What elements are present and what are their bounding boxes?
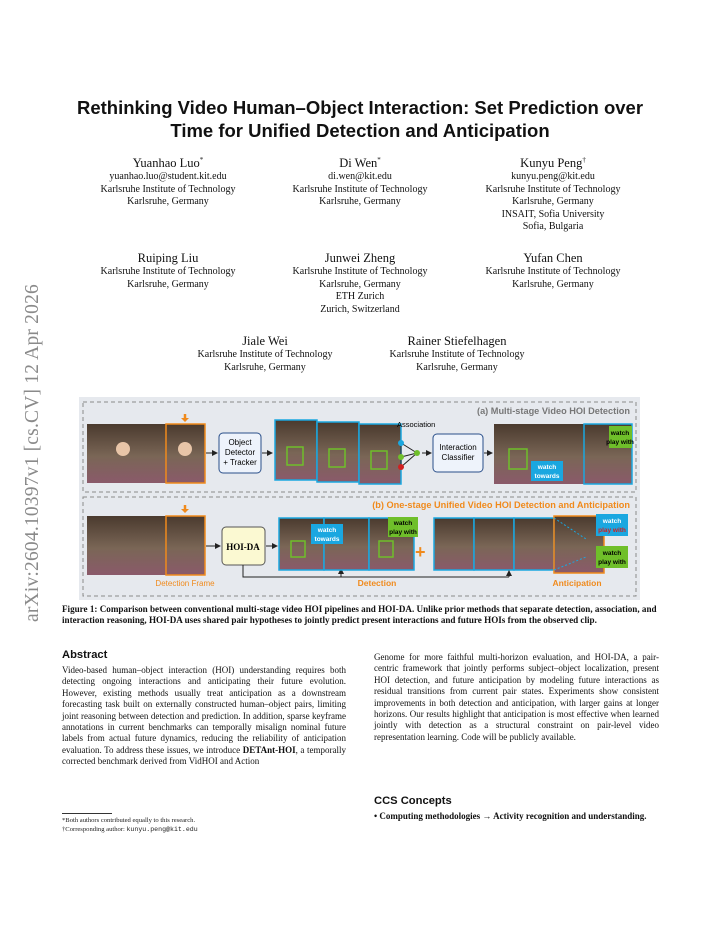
figure-1 <box>79 397 640 600</box>
author-name: Rainer Stiefelhagen <box>407 334 507 348</box>
footnotes <box>62 817 342 834</box>
footnote-rule <box>62 813 112 814</box>
label-towards: towards <box>314 536 340 543</box>
author-affiliation-line: Karlsruhe, Germany <box>319 196 401 208</box>
author-affiliation-line: Karlsruhe, Germany <box>319 278 401 290</box>
author-name: Di Wen* <box>339 156 381 171</box>
detector-label-2: Detector <box>224 448 256 457</box>
author-name: Jiale Wei <box>242 334 288 348</box>
anticipation-frames-b <box>434 516 604 573</box>
author-jiale-wei <box>170 333 360 374</box>
paper-title: Rethinking Video Human–Object Interaction: Set Prediction over Time for Unified Detection and Anticipation <box>76 97 644 141</box>
author-affiliation-line: Karlsruhe Institute of Technology <box>197 349 333 360</box>
footnote-corresponding: †Corresponding author: kunyu.peng@kit.edu <box>62 825 198 833</box>
author-junwei-zheng <box>265 250 455 316</box>
hoida-label: HOI-DA <box>226 542 260 552</box>
label-watch: watch <box>317 527 337 534</box>
author-name: Junwei Zheng <box>324 251 396 265</box>
panel-a-title: (a) Multi-stage Video HOI Detection <box>477 406 630 416</box>
abstract-left-column <box>62 665 346 768</box>
author-di-wen <box>265 152 455 209</box>
abstract-text: Video-based human–object interaction (HOI) understanding requires both detecting ongoing interactions and anticipating their future evolution. However, existing methods usually treat anticipation as a downstream forecasting task built on externally constructed human–object pairs, limiting joint reasoning between detection and prediction. In addition, sparse keyframe annotations in current benchmarks can temporally misalign nominal future labels from actual future dynamics, reducing the reliability of anticipation evaluation. To address these issues, we introduce <box>62 665 346 755</box>
author-affiliation-line: di.wen@kit.edu <box>328 171 392 183</box>
author-affiliation-line: Karlsruhe Institute of Technology <box>292 266 428 277</box>
footnote-equal-contribution: *Both authors contributed equally to this research. <box>62 817 196 824</box>
detector-label-3: + Tracker <box>223 458 257 467</box>
author-affiliation-line: INSAIT, Sofia University <box>501 208 605 220</box>
figure-caption: Figure 1: Comparison between conventional multi-stage video HOI pipelines and HOI-DA. Unlike prior methods that separate detection, association, and interaction reasoning, HOI-DA uses shared pair hypotheses to jointly predict present interactions and future HOIs from the observed clip. <box>62 604 657 626</box>
author-affiliation-line: Karlsruhe Institute of Technology <box>100 183 236 195</box>
arxiv-stamp <box>18 260 48 645</box>
label-play-with: play with <box>598 527 626 534</box>
detection-frame-label: Detection Frame <box>155 579 215 588</box>
author-rainer-stiefelhagen <box>362 333 552 374</box>
label-play-with: play with <box>598 559 626 566</box>
author-affiliation-line: Karlsruhe, Germany <box>224 361 306 373</box>
abstract-right-column: Genome for more faithful multi-horizon evaluation, and HOI-DA, a pair-centric framework that jointly performs subject–object localization, present HOI detection, and future anticipation by modeling future interactions as residual transitions from current pair states. Experiments show consistent improvements in both detection and anticipation, with larger gains at longer horizons. Our results highlight that anticipation is most effective when learned jointly with detection as a structural constraint on pair-level video representation learning. Code will be publicly available. <box>374 652 659 742</box>
input-frames-b <box>87 505 205 575</box>
author-affiliation-line: Karlsruhe, Germany <box>512 278 594 290</box>
label-watch: watch <box>602 518 622 525</box>
abstract-heading: Abstract <box>62 649 108 661</box>
plus-sign: + <box>415 542 426 562</box>
author-affiliation-line: yuanhao.luo@student.kit.edu <box>109 171 227 183</box>
ccs-concepts: • Computing methodologies → Activity recognition and understanding. <box>374 811 647 821</box>
author-affiliation-line: Sofia, Bulgaria <box>522 221 584 233</box>
tracked-frames-a <box>275 420 401 484</box>
author-affiliation-line: Karlsruhe Institute of Technology <box>485 183 621 195</box>
figure-diagram <box>79 397 640 600</box>
author-affiliation-line: Karlsruhe Institute of Technology <box>292 183 428 195</box>
label-watch: watch <box>393 520 413 527</box>
author-affiliation-line: Karlsruhe Institute of Technology <box>389 349 525 360</box>
author-ruiping-liu <box>73 250 263 291</box>
benchmark-name: DETAnt-HOI <box>242 744 296 755</box>
author-affiliation-line: kunyu.peng@kit.edu <box>511 171 595 183</box>
label-watch: watch <box>602 550 622 557</box>
author-name: Yufan Chen <box>523 251 583 265</box>
anticipation-label: Anticipation <box>552 578 602 588</box>
author-affiliation-line: Karlsruhe, Germany <box>127 196 209 208</box>
detection-label: Detection <box>357 578 397 588</box>
corresponding-email: kunyu.peng@kit.edu <box>126 825 198 833</box>
classifier-label-1: Interaction <box>439 443 477 452</box>
detector-label-1: Object <box>228 438 252 447</box>
association-graph <box>398 440 420 470</box>
author-affiliation-line: Karlsruhe, Germany <box>127 278 209 290</box>
author-name: Kunyu Peng† <box>520 156 586 171</box>
author-affiliation-line: Karlsruhe, Germany <box>416 361 498 373</box>
label-play-with: play with <box>606 439 634 446</box>
panel-b-title: (b) One-stage Unified Video HOI Detection and Anticipation <box>372 500 630 510</box>
ccs-heading: CCS Concepts <box>374 795 452 807</box>
abstract-text: , a temporally corrected benchmark derived from VidHOI and Action <box>62 744 346 767</box>
author-affiliation-line: Zurich, Switzerland <box>320 303 400 315</box>
label-watch: watch <box>610 430 630 437</box>
classifier-label-2: Classifier <box>441 453 475 462</box>
author-affiliation-line: ETH Zurich <box>335 291 385 302</box>
author-affiliation-line: Karlsruhe Institute of Technology <box>485 266 621 277</box>
author-kunyu-peng <box>458 152 648 234</box>
author-affiliation-line: Karlsruhe, Germany <box>512 196 594 208</box>
label-play-with: play with <box>389 529 417 536</box>
author-affiliation-line: Karlsruhe Institute of Technology <box>100 266 236 277</box>
author-yufan-chen <box>458 250 648 291</box>
label-watch: watch <box>537 464 557 471</box>
arxiv-id: arXiv:2604.10397v1 [cs.CV] 12 Apr 2026 <box>22 283 43 622</box>
input-frames-a <box>87 414 205 483</box>
label-towards: towards <box>534 473 560 480</box>
author-yuanhao-luo <box>73 152 263 209</box>
author-name: Ruiping Liu <box>137 251 199 265</box>
association-label: Association <box>397 420 436 429</box>
author-name: Yuanhao Luo* <box>132 156 204 171</box>
